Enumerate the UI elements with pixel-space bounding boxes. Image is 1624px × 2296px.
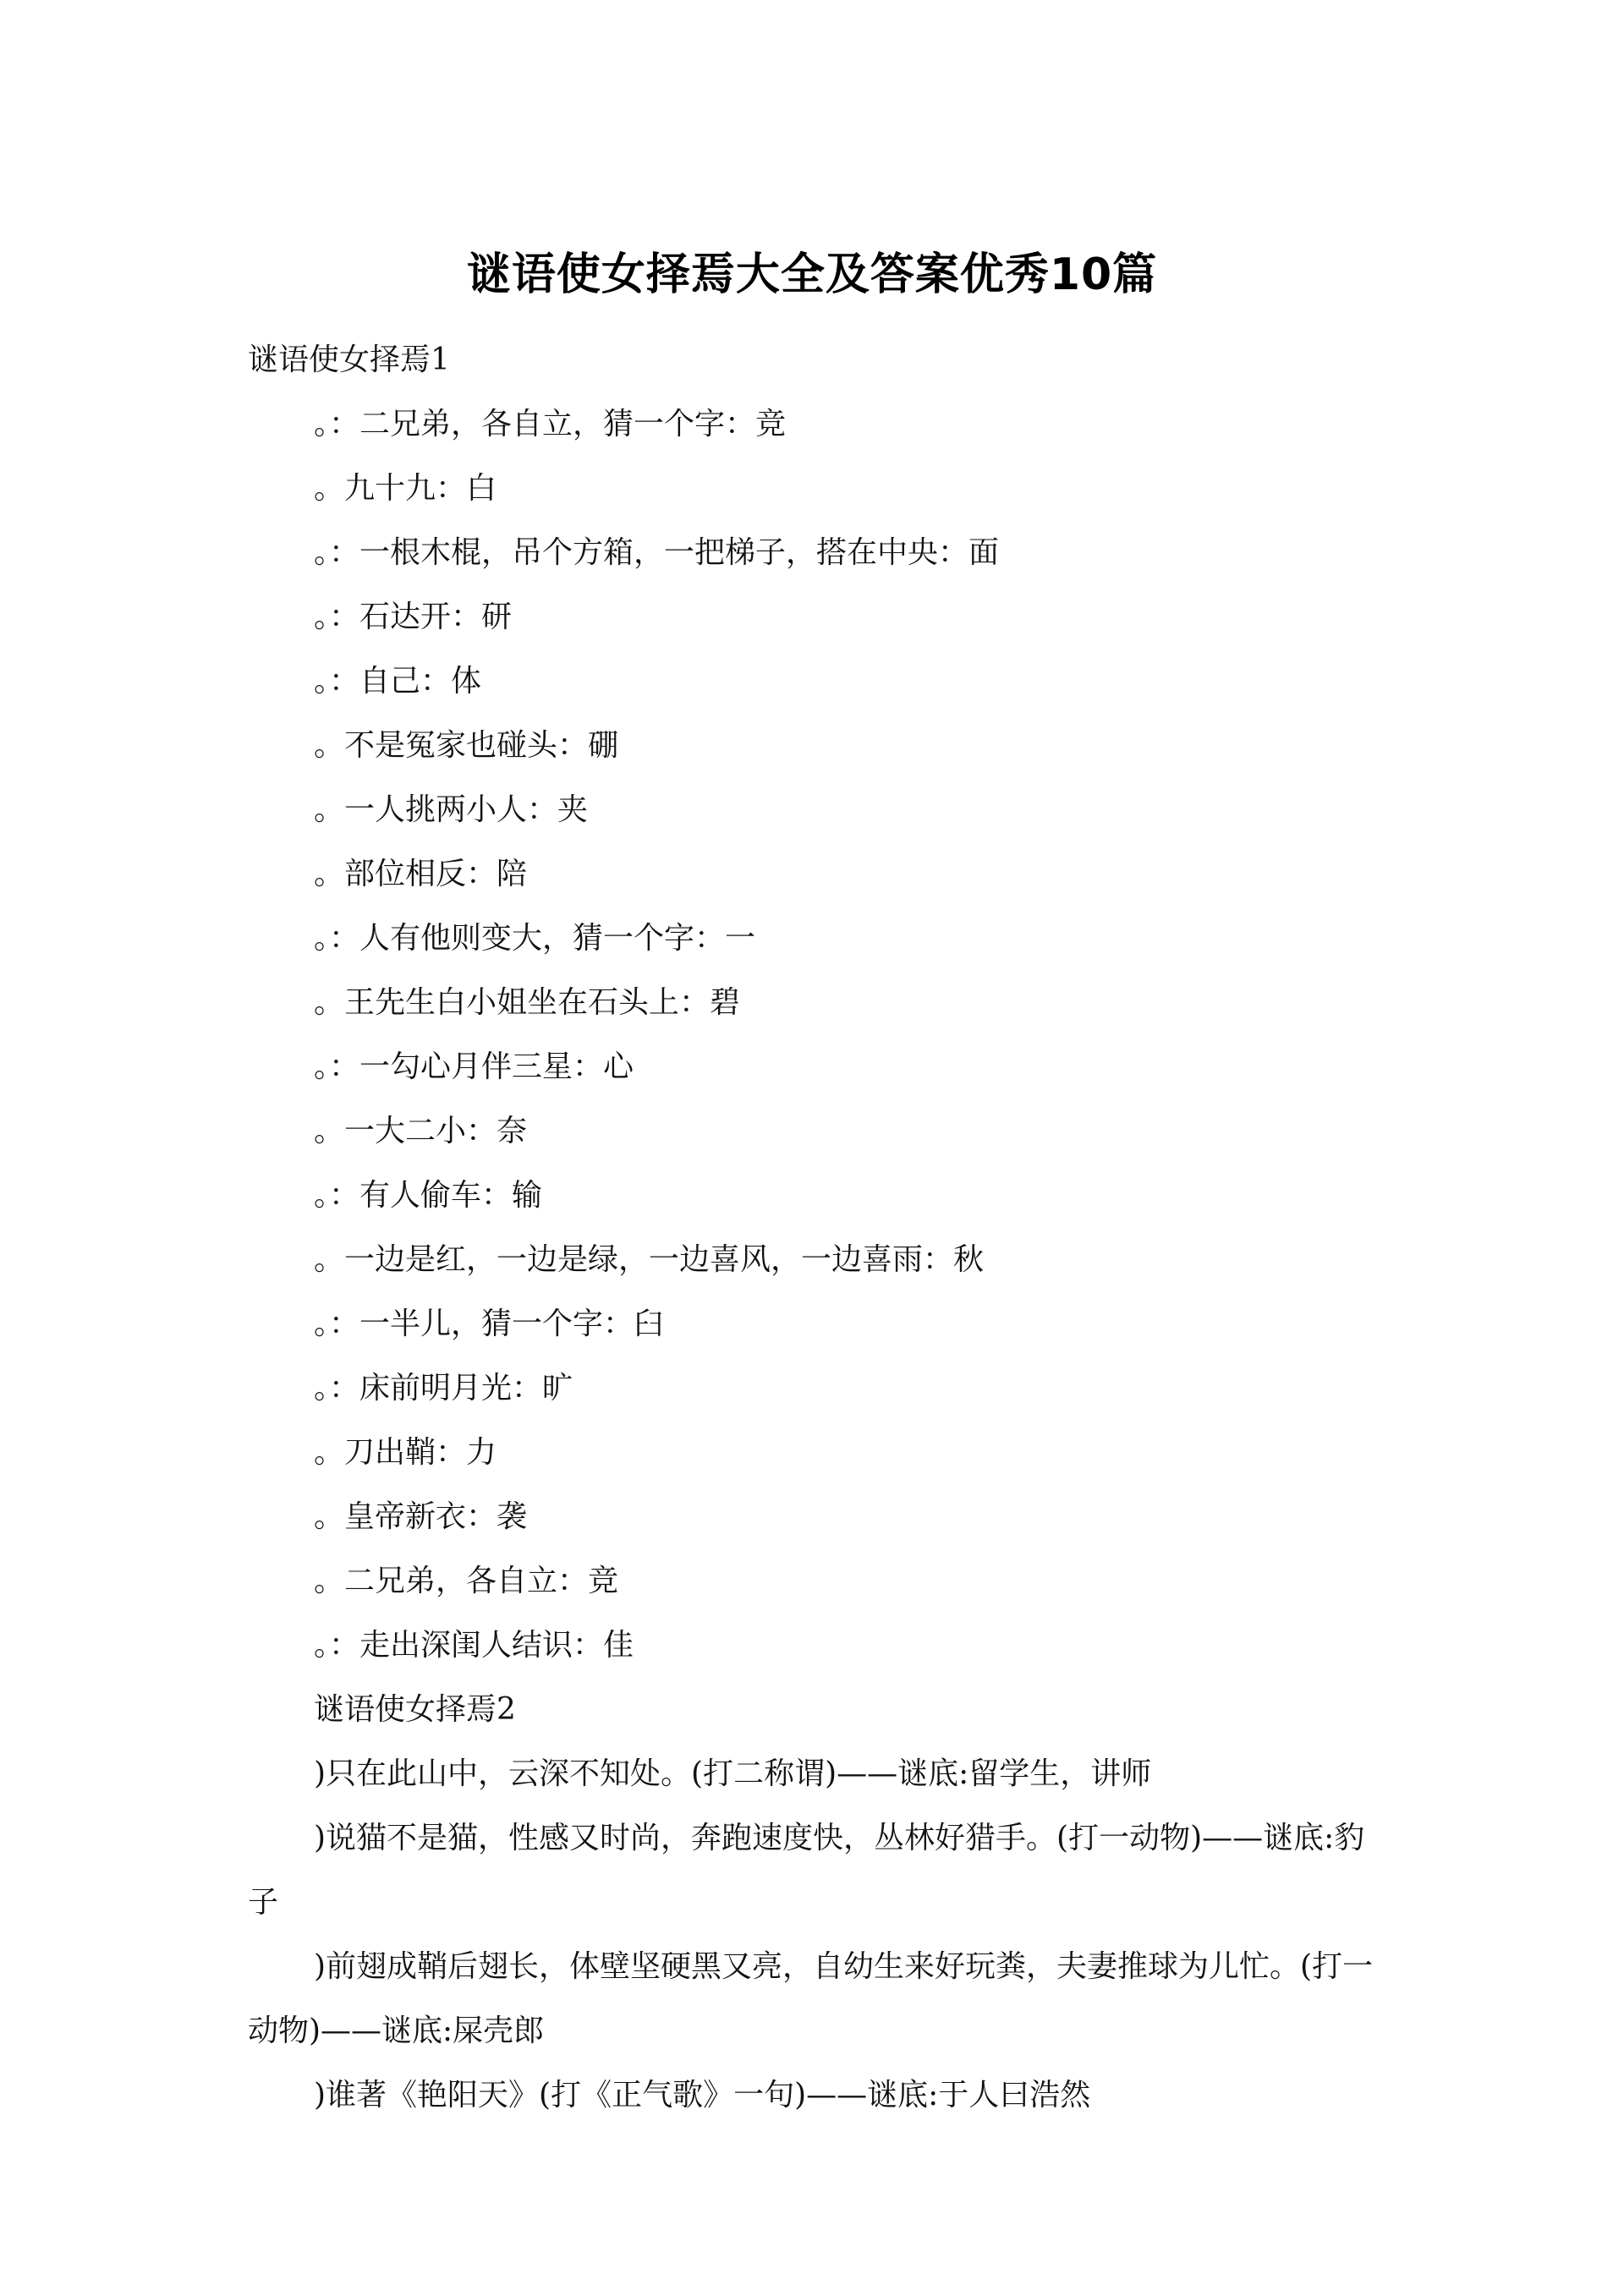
riddle-item: 。：一勾心月伴三星：心 <box>314 1049 634 1084</box>
riddle-item: 。九十九：白 <box>314 471 497 506</box>
riddle-item: )谁著《艳阳天》(打《正气歌》一句)——谜底:于人曰浩然 <box>314 2078 1091 2112</box>
section-heading: 谜语使女择焉1 <box>248 342 450 377</box>
riddle-item: 。：走出深闺人结识：佳 <box>314 1628 634 1663</box>
riddle-item: 。一人挑两小人：夹 <box>314 792 589 827</box>
document-body <box>248 328 1381 2128</box>
riddle-item: )只在此山中，云深不知处。(打二称谓)——谜底:留学生，讲师 <box>314 1756 1152 1791</box>
riddle-item: 。一边是红，一边是绿，一边喜风，一边喜雨：秋 <box>314 1242 985 1277</box>
riddle-item: 。：有人偷车：输 <box>314 1178 543 1213</box>
riddle-item: 。：石达开：研 <box>314 600 513 634</box>
riddle-item: 。王先生白小姐坐在石头上：碧 <box>314 985 741 1020</box>
riddle-item: 。皇帝新衣：袭 <box>314 1499 528 1534</box>
riddle-item: 。不是冤家也碰头：硼 <box>314 728 619 763</box>
riddle-item: 。部位相反：陪 <box>314 857 528 891</box>
page-title: 谜语使女择焉大全及答案优秀10篇 <box>466 249 1158 300</box>
riddle-item: 。：自己：体 <box>314 664 482 699</box>
riddle-item: 。：一根木棍，吊个方箱，一把梯子，搭在中央：面 <box>314 535 1000 570</box>
riddle-item: )前翅成鞘后翅长，体壁坚硬黑又亮，自幼生来好玩粪，夫妻推球为儿忙。(打一动物)——谜底:屎壳郎 <box>248 1949 1374 2048</box>
riddle-item: 。：二兄弟，各自立，猜一个字：竞 <box>314 407 787 441</box>
riddle-item: 。：人有他则变大，猜一个字：一 <box>314 921 756 956</box>
riddle-item: )说猫不是猫，性感又时尚，奔跑速度快，丛林好猎手。(打一动物)——谜底:豹子 <box>248 1821 1365 1920</box>
section-heading: 谜语使女择焉2 <box>314 1692 516 1727</box>
riddle-item: 。刀出鞘：力 <box>314 1435 497 1470</box>
riddle-item: 。：一半儿，猜一个字：臼 <box>314 1307 665 1341</box>
riddle-item: 。一大二小：奈 <box>314 1114 528 1148</box>
riddle-item: 。：床前明月光：旷 <box>314 1371 573 1406</box>
riddle-item: 。二兄弟，各自立：竞 <box>314 1564 619 1598</box>
